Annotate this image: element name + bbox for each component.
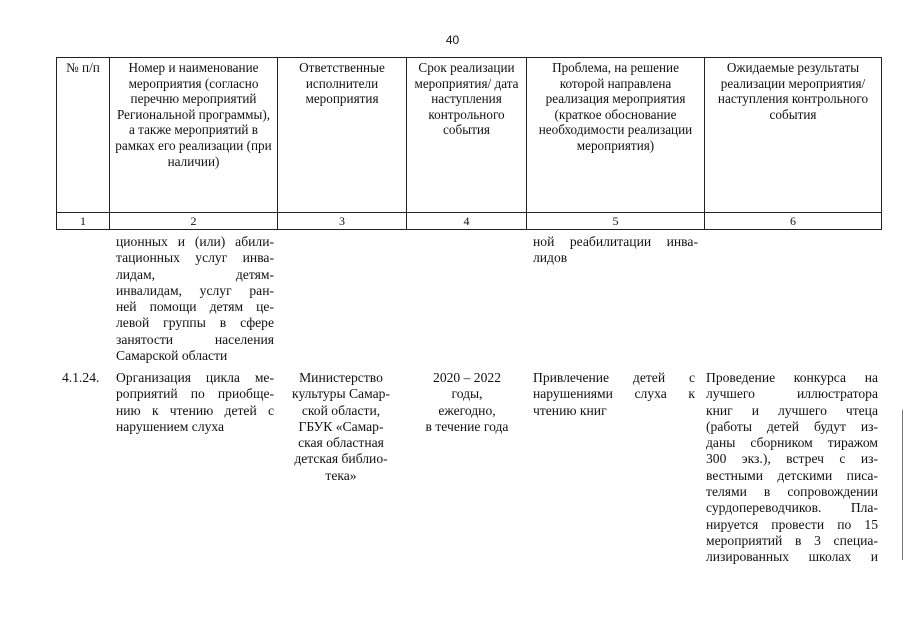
text-line: детская библио- [294,451,388,467]
responsible-executors [280,370,402,484]
expected-results [706,370,878,566]
continuation-problem-text [533,234,698,267]
text-line: культуры Самар- [292,386,390,402]
text-line: лучшего иллюстратора [706,386,878,402]
measure-name [116,370,274,435]
text-line: нарушением слуха [116,418,225,434]
text-line: чтению книг [533,402,607,418]
text-line: годы, [451,386,483,402]
scan-edge-mark [902,410,903,560]
program-table-header [56,57,882,230]
column-number: 4 [407,213,527,230]
header-number: № п/п [57,58,110,213]
column-number: 1 [57,213,110,230]
text-line: (работы детей будут из- [706,418,878,434]
text-line: ская областная [298,435,384,451]
text-line: Самарской области [116,348,228,364]
header-executors: Ответственные исполнители мероприятия [278,58,407,213]
text-line: 300 экз.), встреч с из- [706,451,878,467]
text-line: 2020 – 2022 [433,370,501,385]
text-line: Проведение конкурса на [706,370,878,385]
text-line: тека» [325,467,357,483]
text-line: телями в сопровождении [706,484,878,500]
text-line: инвалидам, услуг ран- [116,282,274,298]
header-problem: Проблема, на решение которой направлена реализация мероприятия (краткое обоснование необходимости реализации мероприятия) [527,58,705,213]
text-line: ской области, [301,402,381,418]
header-term: Срок реализации мероприятия/ дата наступления контрольного события [407,58,527,213]
column-number: 2 [110,213,278,230]
text-line: роприятий по приобще- [116,386,274,402]
text-line: нируется провести по 15 [706,516,878,532]
text-line: нарушениями слуха к [533,386,695,402]
text-line: левой группы в сфере [116,315,274,331]
text-line: лизированных школах и [706,549,878,565]
text-line: ной реабилитации инва- [533,234,698,249]
header-measure-name: Номер и наименование мероприятия (согласно перечню мероприятий Региональной программы), а также мероприятий в рамках его реализации (при наличии) [110,58,278,213]
header-results: Ожидаемые результаты реализации мероприятия/ наступления контрольного события [705,58,882,213]
text-line: Министерство [299,370,383,385]
text-line: Организация цикла ме- [116,370,274,385]
text-line: нию к чтению детей с [116,402,274,418]
text-line: мероприятий в 3 специа- [706,532,878,548]
text-line: тационных услуг инва- [116,250,274,266]
text-line: в течение года [425,418,509,434]
row-number: 4.1.24. [62,370,100,385]
problem-description [533,370,695,419]
text-line: лидам, детям- [116,266,274,282]
text-line: ежегодно, [438,402,496,418]
text-line: ГБУК «Самар- [298,418,384,434]
continuation-measure-text [116,234,274,364]
column-number: 3 [278,213,407,230]
text-line: занятости населения [116,331,274,347]
page-number: 40 [445,33,460,47]
implementation-term [408,370,526,435]
text-line: ционных и (или) абили- [116,234,274,249]
column-number: 5 [527,213,705,230]
text-line: Привлечение детей с [533,370,695,385]
text-line: вестными детскими писа- [706,467,878,483]
text-line: даны сборником тиражом [706,435,878,451]
text-line: лидов [533,250,568,266]
text-line: книг и лучшего чтеца [706,402,878,418]
text-line: сурдопереводчиков. Пла- [706,500,878,516]
text-line: ней помощи детям це- [116,299,274,315]
column-number: 6 [705,213,882,230]
